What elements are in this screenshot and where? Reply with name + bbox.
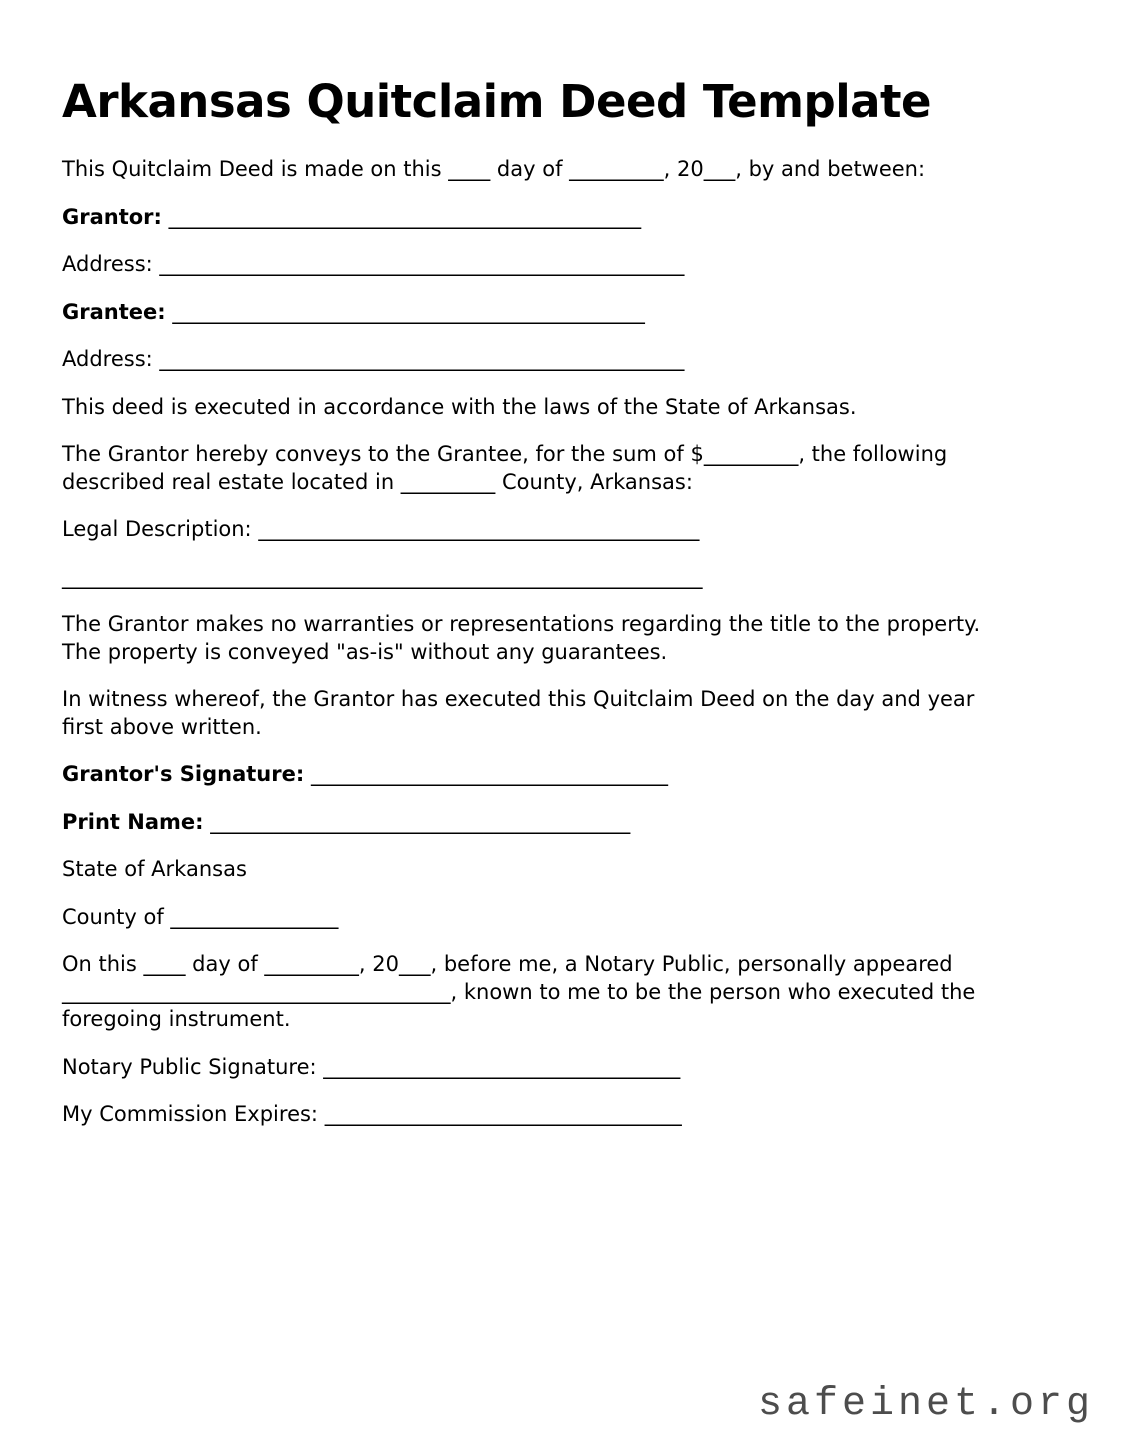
legal-description-continuation-blank: _____________________________________________________________ [62,564,703,589]
legal-description-field [62,516,1068,544]
conveyance-clause [62,441,1068,496]
conveyance-line-2: described real estate located in _________ County, Arkansas: [62,469,693,494]
notary-line-1: On this ____ day of _________, 20___, before me, a Notary Public, personally appeared [62,952,953,976]
intro-line: This Quitclaim Deed is made on this ____ day of _________, 20___, by and between: [62,157,926,181]
grantor-address-label: Address: [62,252,153,276]
notary-signature-field [62,1054,1068,1082]
page-title: Arkansas Quitclaim Deed Template [62,75,932,128]
grantee-address-field [62,346,1068,374]
grantee-label: Grantee: [62,299,166,324]
county-line: County of ________________ [62,904,339,929]
grantor-label: Grantor: [62,204,162,229]
commission-expires-blank: __________________________________ [324,1102,682,1126]
watermark-site-name: safeinet.org [757,1382,1094,1427]
grantor-signature-blank: __________________________________ [310,762,668,786]
grantor-address-blank: __________________________________________________ [159,252,685,276]
commission-expires-label: My Commission Expires: [62,1102,318,1126]
notary-line-2: _____________________________________, known to me to be the person who executed the [62,979,976,1004]
grantor-field [62,204,1068,232]
grantor-name-blank: _____________________________________________ [168,204,642,229]
witness-line-1: In witness whereof, the Grantor has executed this Quitclaim Deed on the day and year [62,687,975,711]
grantee-name-blank: _____________________________________________ [172,299,645,324]
legal-description-label: Legal Description: [62,517,252,541]
execution-clause: This deed is executed in accordance with the laws of the State of Arkansas. [62,394,857,419]
witness-line-2: first above written. [62,714,262,739]
grantee-address-label: Address: [62,347,153,371]
deed-content [62,76,1068,1149]
notary-signature-blank: __________________________________ [323,1054,681,1079]
state-line: State of Arkansas [62,857,247,881]
witness-clause [62,686,1068,741]
conveyance-line-1: The Grantor hereby conveys to the Grantee, for the sum of $_________, the following [62,442,948,466]
notary-line-3: foregoing instrument. [62,1007,291,1031]
notary-signature-label: Notary Public Signature: [62,1054,317,1079]
legal-description-blank: __________________________________________ [258,517,700,541]
commission-expires-field [62,1101,1068,1129]
warranty-line-1: The Grantor makes no warranties or representations regarding the title to the property. [62,612,981,636]
warranty-line-2: The property is conveyed "as-is" without any guarantees. [62,639,668,664]
grantor-address-field [62,251,1068,279]
print-name-label: Print Name: [62,809,204,834]
grantee-address-blank: __________________________________________________ [159,347,685,371]
print-name-field [62,809,1068,837]
grantor-signature-label: Grantor's Signature: [62,762,305,786]
grantee-field [62,299,1068,327]
grantor-signature-field [62,761,1068,789]
print-name-blank: ________________________________________ [210,809,631,834]
warranty-clause [62,611,1068,666]
notary-acknowledgment [62,951,1068,1034]
